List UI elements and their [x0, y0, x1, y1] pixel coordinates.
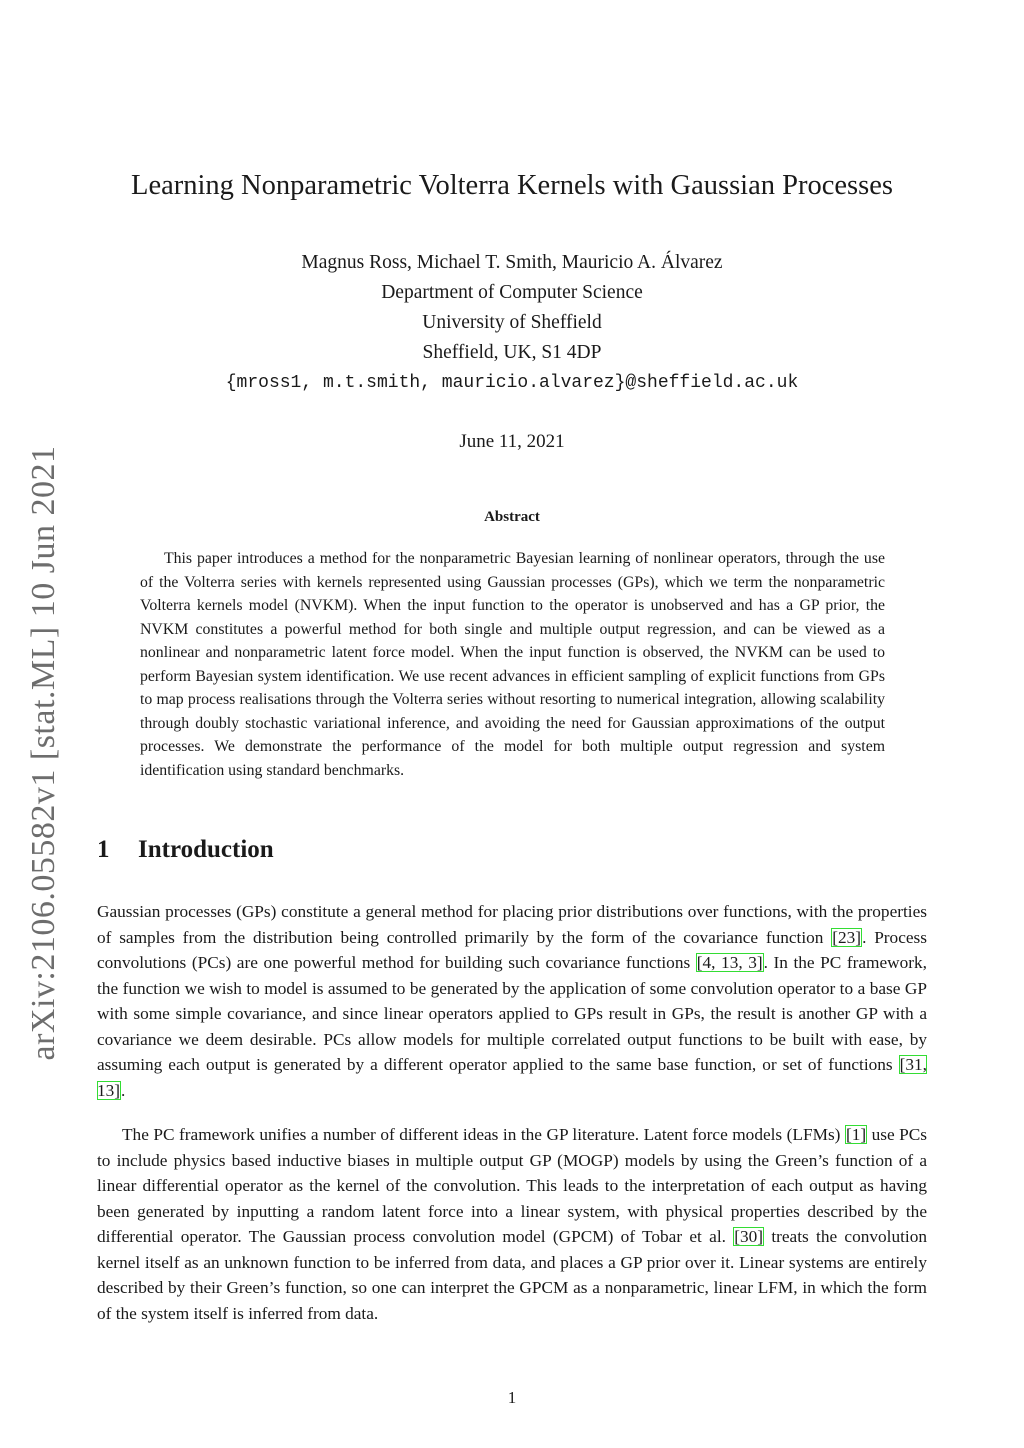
- author-block: [0, 248, 1024, 398]
- citation-link[interactable]: [1]: [845, 1125, 867, 1144]
- paragraph-text: use PCs to include physics based inductive biases in multiple output GP (MOGP) models by using the Green’s function of a linear differential operator as the kernel of the convolution. This leads to the interpretation of each output as having been generated by inputting a random latent force into a linear system, with physical properties described by the differential operator. The Gaussian process convolution model (GPCM) of Tobar et al.: [97, 1125, 927, 1246]
- citation-link[interactable]: [30]: [734, 1227, 764, 1246]
- author-emails: {mross1, m.t.smith, mauricio.alvarez}@sheffield.ac.uk: [225, 373, 799, 393]
- paper-title: Learning Nonparametric Volterra Kernels with Gaussian Processes: [131, 170, 893, 201]
- arxiv-identifier: arXiv:2106.05582v1 [stat.ML] 10 Jun 2021: [25, 445, 62, 1061]
- affiliation-department: Department of Computer Science: [381, 282, 643, 303]
- citation-link[interactable]: [31, 13]: [97, 1055, 927, 1100]
- author-names: Magnus Ross, Michael T. Smith, Mauricio A. Álvarez: [301, 252, 723, 273]
- section-heading-introduction: [97, 832, 274, 868]
- citation-link[interactable]: [4, 13, 3]: [696, 953, 763, 972]
- paragraph-text: . In the PC framework, the function we wish to model is assumed to be generated by the application of some convolution operator to a base GP with some simple covariance, and since linear operators applied to GPs result in GPs, the result is another GP with a covariance we deem desirable. PCs allow models for multiple correlated output functions to be built with ease, by assuming each output is generated by a different operator applied to the same base function, or set of functions: [97, 953, 927, 1074]
- section-number: 1: [97, 836, 110, 863]
- affiliation-university: University of Sheffield: [422, 312, 602, 333]
- page-number: 1: [507, 1388, 517, 1407]
- paragraph-text: .: [121, 1080, 126, 1100]
- abstract-text: This paper introduces a method for the nonparametric Bayesian learning of nonlinear operators, through the use of the Volterra series with kernels represented using Gaussian processes (GPs), which we term the nonparametric Volterra kernels model (NVKM). When the input function to the operator is unobserved and has a GP prior, the NVKM constitutes a powerful method for both single and multiple output regression, and can be viewed as a nonlinear and nonparametric latent force model. When the input function is observed, the NVKM can be used to perform Bayesian system identification. We use recent advances in efficient sampling of explicit functions from GPs to map process realisations through the Volterra series without resorting to numerical integration, allowing scalability through doubly stochastic variational inference, and avoiding the need for Gaussian approximations of the output processes. We demonstrate the performance of the model for both multiple output regression and system identification using standard benchmarks.: [140, 550, 885, 779]
- publication-date: June 11, 2021: [459, 431, 565, 452]
- intro-paragraph-1: [97, 899, 927, 1103]
- intro-paragraph-2: [97, 1122, 927, 1326]
- abstract-heading: Abstract: [484, 509, 540, 525]
- affiliation-location: Sheffield, UK, S1 4DP: [422, 342, 602, 363]
- section-title: Introduction: [138, 836, 274, 863]
- citation-link[interactable]: [23]: [832, 927, 862, 947]
- paragraph-text: . Process convolutions (PCs) are one powerful method for building such covariance functions: [97, 927, 927, 972]
- paragraph-text: The PC framework unifies a number of different ideas in the GP literature. Latent force models (LFMs): [122, 1125, 845, 1144]
- paragraph-text: Gaussian processes (GPs) constitute a general method for placing prior distributions over functions, with the properties of samples from the distribution being controlled primarily by the form of the covariance function: [97, 902, 927, 947]
- paragraph-text: treats the convolution kernel itself as an unknown function to be inferred from data, and places a GP prior over it. Linear systems are entirely described by their Green’s function, so one can interpret the GPCM as a nonparametric, linear LFM, in which the form of the system itself is inferred from data.: [97, 1227, 927, 1323]
